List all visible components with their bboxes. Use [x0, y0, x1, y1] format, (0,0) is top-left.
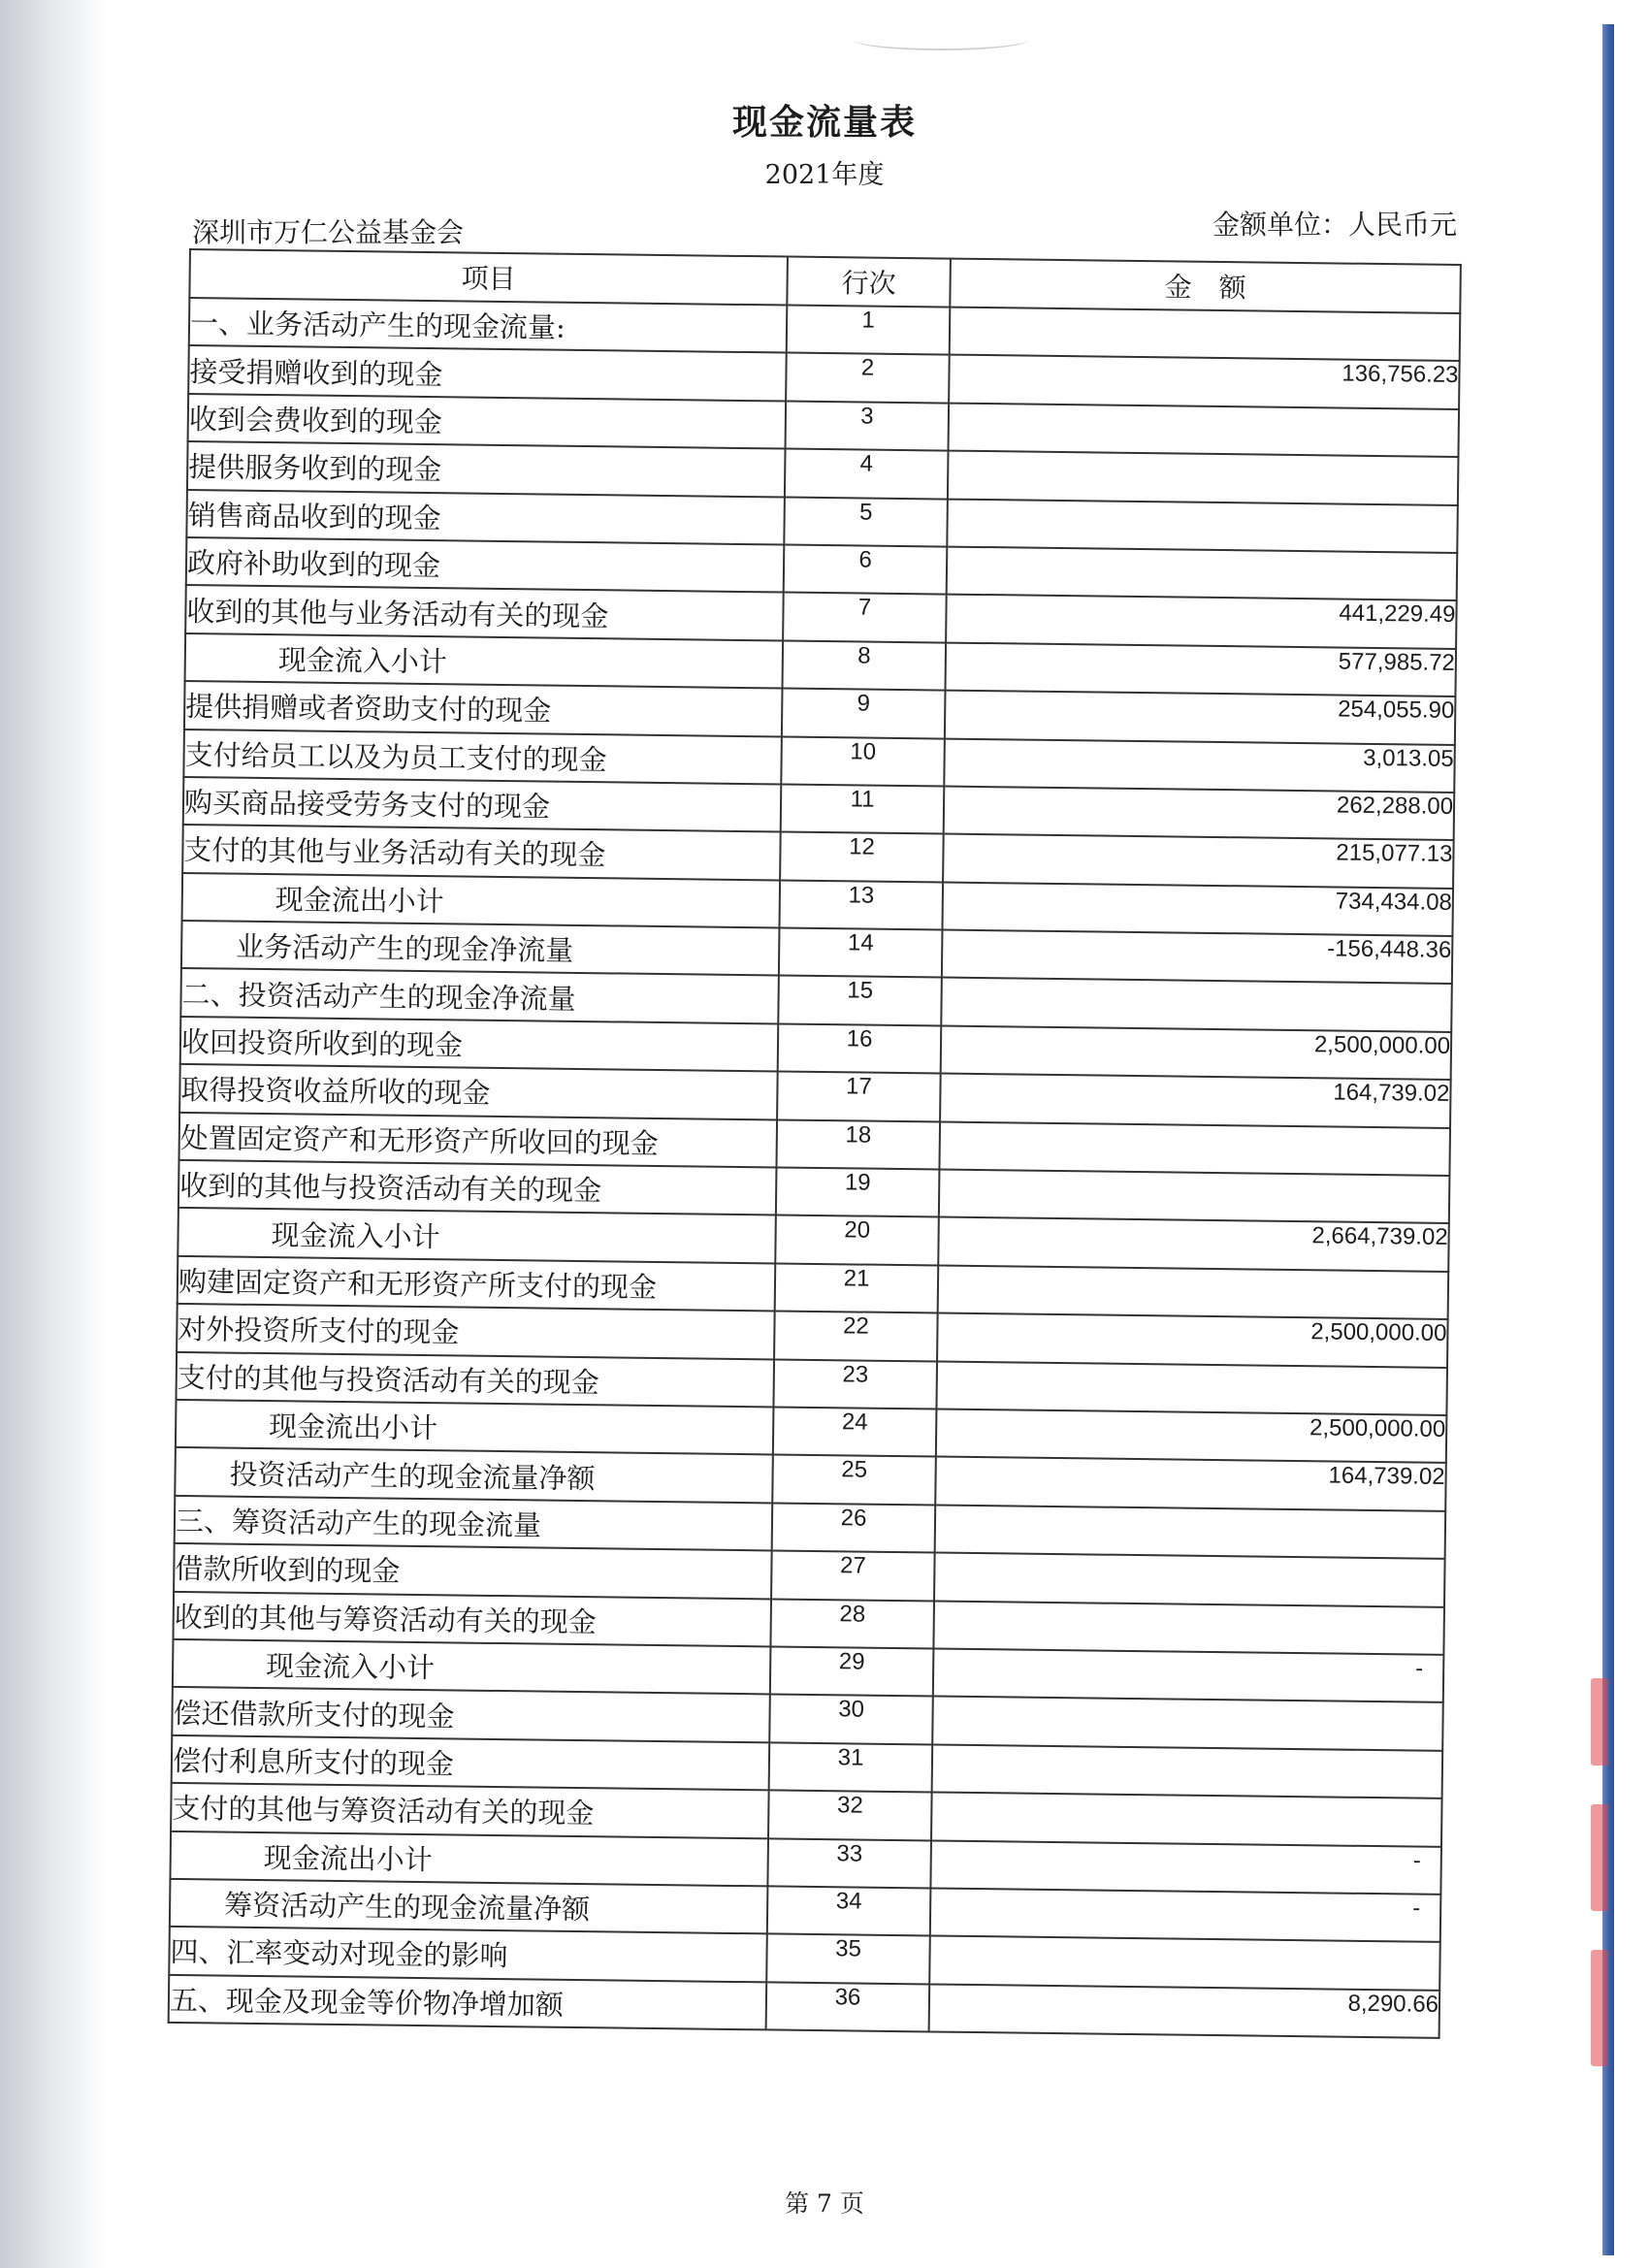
row-amount [932, 1744, 1443, 1798]
row-amount [941, 978, 1452, 1032]
row-number: 19 [776, 1167, 940, 1216]
row-number: 3 [786, 401, 950, 450]
row-amount: 254,055.90 [945, 691, 1456, 745]
row-amount [947, 499, 1458, 553]
row-item-label: 对外投资所支付的现金 [177, 1304, 775, 1359]
row-number: 1 [787, 306, 951, 355]
row-amount: 164,739.02 [935, 1457, 1446, 1511]
row-amount: 441,229.49 [946, 595, 1457, 649]
row-item-label: 支付给员工以及为员工支付的现金 [183, 729, 782, 784]
row-item-label: 五、现金及现金等价物净增加额 [169, 1975, 767, 2030]
row-item-label: 借款所收到的现金 [174, 1543, 772, 1599]
row-number: 27 [771, 1551, 935, 1601]
row-amount [932, 1697, 1443, 1751]
row-item-label: 二、投资活动产生的现金净流量 [180, 968, 779, 1023]
row-amount: 2,664,739.02 [938, 1217, 1449, 1272]
row-amount [929, 1936, 1440, 1991]
row-item-label: 销售商品收到的现金 [186, 490, 785, 545]
row-amount: - [930, 1840, 1441, 1895]
row-item-label: 支付的其他与筹资活动有关的现金 [171, 1783, 769, 1838]
row-amount [931, 1793, 1442, 1847]
scan-shadow [0, 0, 107, 2268]
row-item-label: 现金流出小计 [176, 1400, 774, 1455]
row-amount: 3,013.05 [944, 738, 1455, 793]
row-number: 32 [768, 1791, 932, 1840]
row-amount: 215,077.13 [943, 834, 1454, 889]
row-number: 8 [783, 640, 947, 690]
binding-edge [1602, 24, 1614, 2255]
row-number: 34 [767, 1886, 931, 1935]
row-number: 36 [766, 1982, 930, 2031]
row-item-label: 投资活动产生的现金流量净额 [175, 1447, 773, 1503]
row-item-label: 三、筹资活动产生的现金流量 [175, 1496, 773, 1551]
row-item-label: 收到的其他与投资活动有关的现金 [178, 1160, 777, 1215]
row-number: 11 [781, 784, 945, 833]
row-number: 21 [775, 1263, 939, 1312]
row-number: 20 [775, 1215, 939, 1265]
row-number: 18 [776, 1119, 940, 1169]
row-number: 15 [778, 976, 942, 1025]
row-item-label: 业务活动产生的现金净流量 [181, 921, 780, 976]
row-item-label: 偿付利息所支付的现金 [172, 1735, 770, 1791]
row-item-label: 政府补助收到的现金 [186, 537, 785, 593]
row-number: 16 [778, 1023, 942, 1073]
row-amount [936, 1361, 1447, 1415]
row-amount: 577,985.72 [945, 642, 1456, 697]
row-number: 22 [774, 1312, 938, 1361]
row-amount [948, 451, 1459, 505]
row-number: 13 [779, 880, 943, 929]
column-header-row-number: 行次 [787, 257, 951, 308]
row-amount: 262,288.00 [944, 786, 1455, 840]
row-amount: 734,434.08 [942, 882, 1453, 936]
row-amount [939, 1170, 1450, 1224]
row-number: 7 [783, 593, 947, 642]
row-item-label: 一、业务活动产生的现金流量: [189, 298, 788, 353]
row-number: 14 [779, 928, 943, 978]
row-amount: 2,500,000.00 [941, 1025, 1452, 1080]
row-item-label: 提供捐赠或者资助支付的现金 [184, 681, 783, 736]
row-amount: - [933, 1648, 1444, 1702]
row-amount [939, 1121, 1450, 1176]
red-seal-mark [1591, 1804, 1608, 1911]
row-item-label: 收到的其他与筹资活动有关的现金 [173, 1591, 771, 1646]
row-number: 33 [767, 1838, 931, 1888]
row-number: 6 [784, 544, 948, 594]
cash-flow-table [168, 248, 1462, 2039]
row-item-label: 收到的其他与业务活动有关的现金 [185, 585, 784, 640]
row-number: 24 [773, 1407, 937, 1456]
row-item-label: 收回投资所收到的现金 [180, 1017, 779, 1072]
row-number: 2 [786, 353, 950, 403]
row-item-label: 取得投资收益所收的现金 [179, 1064, 778, 1119]
row-item-label: 处置固定资产和无形资产所收回的现金 [179, 1113, 778, 1168]
row-item-label: 现金流入小计 [178, 1208, 776, 1263]
page-title: 现金流量表 [731, 102, 917, 143]
row-item-label: 接受捐赠收到的现金 [188, 345, 787, 401]
row-amount [947, 547, 1458, 601]
row-amount [933, 1601, 1444, 1655]
row-number: 25 [772, 1455, 936, 1505]
row-amount: - [930, 1888, 1441, 1942]
row-number: 30 [769, 1695, 933, 1744]
row-number: 26 [772, 1503, 936, 1552]
red-seal-mark [1591, 1678, 1608, 1766]
row-amount: 136,756.23 [949, 355, 1460, 409]
row-amount: 8,290.66 [929, 1984, 1440, 2038]
row-item-label: 现金流入小计 [185, 633, 784, 689]
row-item-label: 偿还借款所支付的现金 [172, 1687, 770, 1742]
currency-unit: 金额单位：人民币元 [1212, 209, 1457, 241]
row-number: 31 [769, 1742, 933, 1792]
row-item-label: 购建固定资产和无形资产所支付的现金 [178, 1256, 776, 1312]
row-number: 35 [766, 1934, 930, 1984]
row-item-label: 收到会费收到的现金 [188, 394, 787, 449]
row-number: 9 [782, 689, 946, 738]
row-item-label: 现金流出小计 [182, 873, 781, 928]
row-number: 23 [773, 1359, 937, 1409]
red-seal-mark [1591, 1950, 1608, 2066]
cash-flow-sheet [168, 248, 1460, 2039]
row-item-label: 支付的其他与投资活动有关的现金 [176, 1352, 774, 1408]
row-number: 5 [784, 497, 948, 546]
row-item-label: 现金流入小计 [173, 1639, 771, 1695]
row-number: 4 [785, 449, 949, 499]
row-item-label: 提供服务收到的现金 [187, 441, 786, 497]
column-header-item: 项目 [189, 249, 788, 306]
column-header-amount: 金 额 [950, 259, 1461, 313]
row-amount [934, 1553, 1445, 1607]
row-amount: 2,500,000.00 [936, 1409, 1447, 1463]
row-amount [938, 1265, 1449, 1319]
row-item-label: 现金流出小计 [170, 1831, 768, 1886]
row-number: 28 [770, 1599, 934, 1648]
row-item-label: 支付的其他与业务活动有关的现金 [182, 825, 781, 880]
scan-mark [854, 29, 1028, 50]
row-number: 12 [780, 832, 944, 882]
row-item-label: 四、汇率变动对现金的影响 [169, 1927, 767, 1982]
row-amount: 2,500,000.00 [937, 1313, 1448, 1368]
row-number: 10 [781, 736, 945, 786]
row-amount: -156,448.36 [942, 930, 1453, 985]
row-amount [950, 308, 1461, 362]
row-item-label: 筹资活动产生的现金流量净额 [170, 1879, 768, 1934]
row-amount: 164,739.02 [940, 1074, 1451, 1128]
organization-name: 深圳市万仁公益基金会 [192, 216, 465, 248]
row-number: 29 [770, 1646, 934, 1696]
row-number: 17 [777, 1072, 941, 1121]
row-amount [935, 1505, 1446, 1559]
page-number: 第 7 页 [785, 2189, 864, 2218]
row-amount [949, 403, 1460, 457]
report-year: 2021年度 [764, 160, 885, 190]
row-item-label: 购买商品接受劳务支付的现金 [183, 777, 782, 832]
